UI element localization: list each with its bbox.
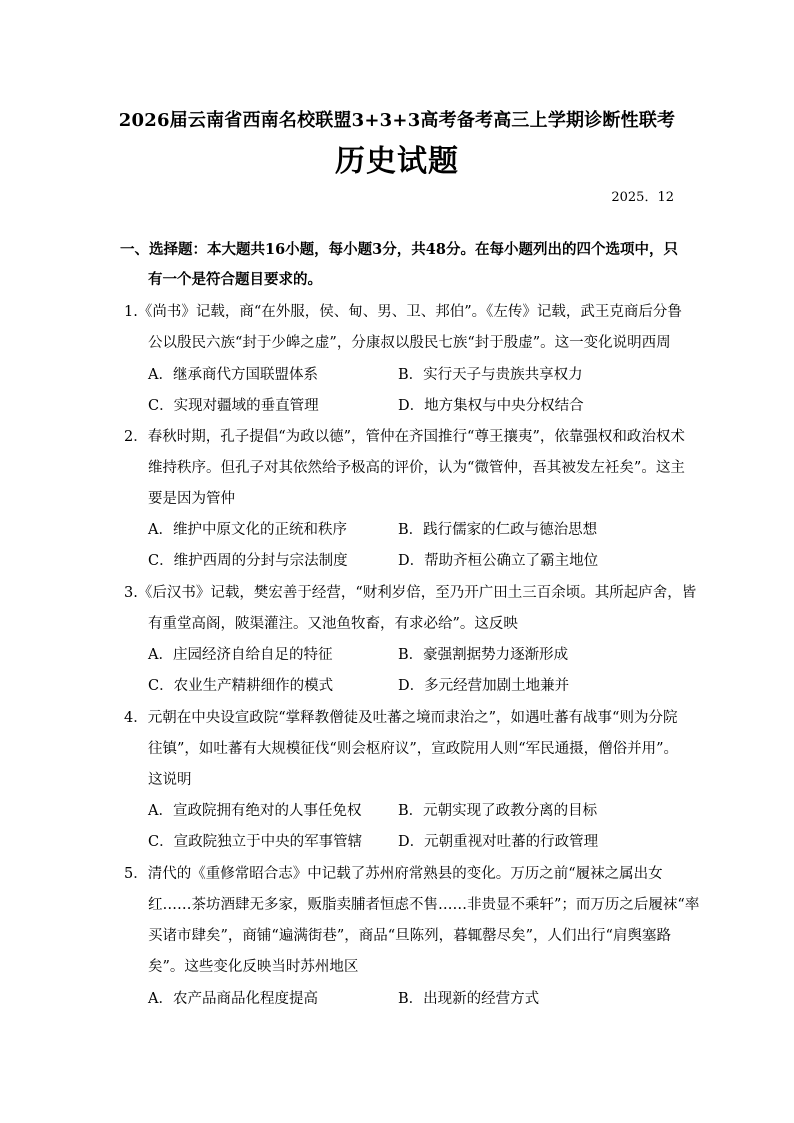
question-5-option-b: B．出现新的经营方式 <box>398 991 540 1007</box>
question-1-option-a: A．继承商代方国联盟体系 <box>148 367 318 383</box>
section-instruction-line2: 有一个是符合题目要求的。 <box>148 271 322 288</box>
question-1-option-b: B．实行天子与贵族共享权力 <box>398 367 583 383</box>
question-2-line-1: 2．春秋时期，孔子提倡“为政以德”，管仲在齐国推行“尊王攘夷”，依靠强权和政治权术 <box>124 429 685 445</box>
question-3-option-c: C．农业生产精耕细作的模式 <box>148 678 334 694</box>
question-5-line-2: 红……茶坊酒肆无多家，贩脂卖脯者恒虑不售……非贵显不乘轩”；而万历之后履袜“率 <box>148 897 700 913</box>
question-3-option-d: D．多元经营加剧土地兼并 <box>398 678 570 694</box>
question-2-option-a: A．维护中原文化的正统和秩序 <box>148 522 347 538</box>
question-2-option-c: C．维护西周的分封与宗法制度 <box>148 553 348 569</box>
question-5-line-1: 5．清代的《重修常昭合志》中记载了苏州府常熟县的变化。万历之前“履袜之属出女 <box>124 866 663 882</box>
question-2-line-2: 维持秩序。但孔子对其依然给予极高的评价，认为“微管仲，吾其被发左衽矣”。这主 <box>148 460 685 476</box>
question-3-option-a: A．庄园经济自给自足的特征 <box>148 647 333 663</box>
question-4-option-d: D．元朝重视对吐蕃的行政管理 <box>398 834 599 850</box>
question-3-option-b: B．豪强割据势力逐渐形成 <box>398 647 569 663</box>
subject-title: 历史试题 <box>335 144 459 179</box>
question-4-line-3: 这说明 <box>148 772 192 788</box>
exam-date: 2025．12 <box>611 190 674 205</box>
question-1-option-d: D．地方集权与中央分权结合 <box>398 398 584 414</box>
section-instruction-line1: 一、选择题：本大题共16小题，每小题3分，共48分。在每小题列出的四个选项中，只 <box>120 241 678 258</box>
exam-title: 2026届云南省西南名校联盟3+3+3高考备考高三上学期诊断性联考 <box>118 110 676 131</box>
question-1-option-c: C．实现对疆域的垂直管理 <box>148 398 319 414</box>
question-4-option-b: B．元朝实现了政教分离的目标 <box>398 803 598 819</box>
question-4-line-1: 4．元朝在中央设宣政院“掌释教僧徒及吐蕃之境而隶治之”，如遇吐蕃有战事“则为分院 <box>124 710 678 726</box>
question-4-option-a: A．宣政院拥有绝对的人事任免权 <box>148 803 362 819</box>
question-1-line-2: 公以殷民六族“封于少皞之虚”，分康叔以殷民七族“封于殷虚”。这一变化说明西周 <box>148 335 671 351</box>
question-2-option-b: B．践行儒家的仁政与德治思想 <box>398 522 598 538</box>
question-5-line-3: 买诸市肆矣”，商铺“遍满街巷”，商品“旦陈列，暮辄罄尽矣”，人们出行“肩舆塞路 <box>148 928 671 944</box>
question-2-line-3: 要是因为管仲 <box>148 491 235 507</box>
question-3-line-1: 3.《后汉书》记载，樊宏善于经营，“财利岁倍，至乃开广田土三百余顷。其所起庐舍，皆 <box>124 585 697 601</box>
question-3-line-2: 有重堂高阁，陂渠灌注。又池鱼牧畜，有求必给”。这反映 <box>148 616 518 632</box>
question-2-option-d: D．帮助齐桓公确立了霸主地位 <box>398 553 599 569</box>
question-5-line-4: 矣”。这些变化反映当时苏州地区 <box>148 959 359 975</box>
question-5-option-a: A．农产品商品化程度提高 <box>148 991 318 1007</box>
question-4-line-2: 往镇”，如吐蕃有大规模征伐“则会枢府议”，宣政院用人则“军民通摄，僧俗并用”。 <box>148 741 679 757</box>
question-1-line-1: 1.《尚书》记载，商“在外服，侯、甸、男、卫、邦伯”。《左传》记载，武王克商后分鲁 <box>124 304 682 320</box>
question-4-option-c: C．宣政院独立于中央的军事管辖 <box>148 834 363 850</box>
